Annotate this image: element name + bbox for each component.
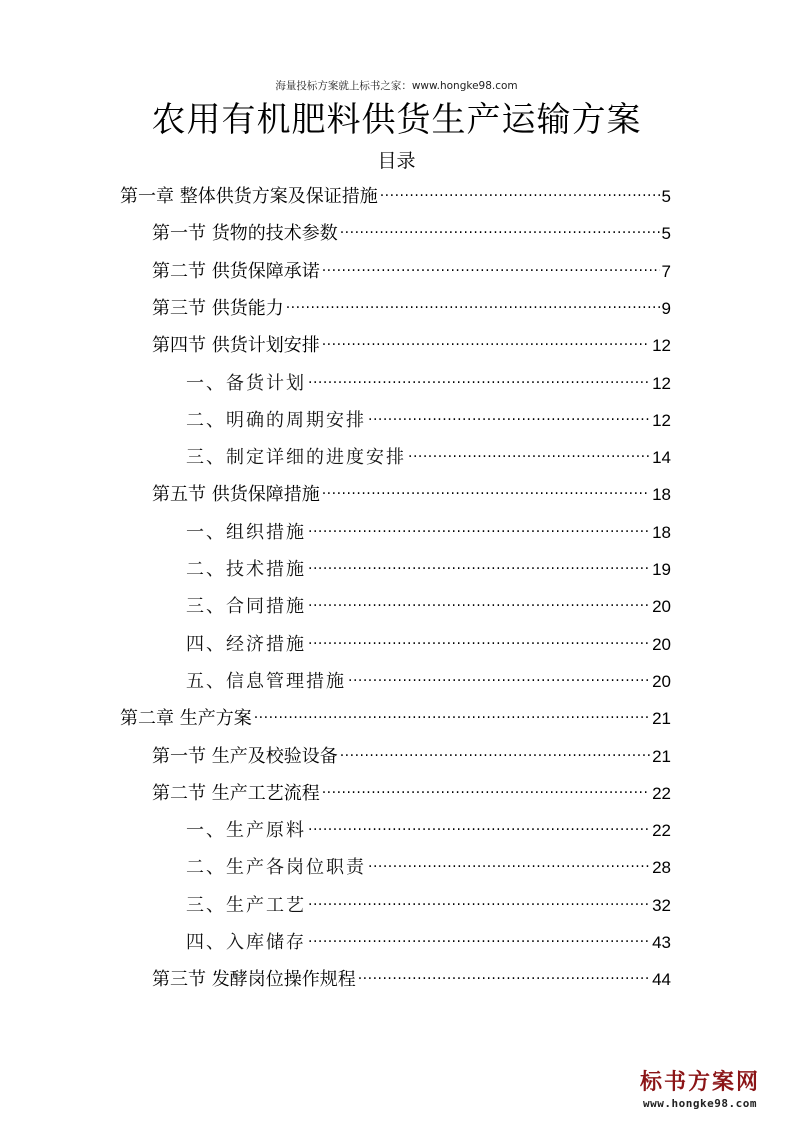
- watermark-text: 标书方案网: [639, 1070, 760, 1095]
- watermark-url: www.hongke98.com: [643, 1097, 757, 1110]
- toc-entry[interactable]: [186, 512, 671, 543]
- toc-entry-title: 三、生产工艺: [186, 894, 306, 916]
- toc-entry[interactable]: [152, 474, 671, 506]
- toc-entry[interactable]: [152, 959, 671, 991]
- toc-entry-title: 三、合同措施: [186, 596, 306, 618]
- toc-entry[interactable]: [186, 847, 671, 879]
- toc-entry-page-number: 9: [661, 298, 671, 318]
- toc-entry-page-number: 32: [652, 895, 671, 915]
- dot-leader: [322, 325, 650, 351]
- toc-entry[interactable]: [186, 885, 671, 916]
- watermark-logo: [625, 1065, 775, 1110]
- toc-entry-page-number: 14: [652, 448, 671, 468]
- toc-heading: 目录: [377, 150, 416, 172]
- dot-leader: [308, 885, 650, 911]
- toc-entry-title: 四、经济措施: [186, 633, 306, 655]
- toc-entry-title: 一、备货计划: [186, 372, 306, 394]
- toc-entry-title: 第二章 生产方案: [120, 708, 252, 730]
- toc-entry-title: 第三节 发酵岗位操作规程: [152, 969, 356, 991]
- toc-entry[interactable]: [186, 586, 671, 618]
- toc-entry-page-number: 5: [661, 224, 671, 244]
- toc-entry-page-number: 22: [652, 783, 671, 803]
- toc-entry-title: 四、入库储存: [186, 932, 306, 953]
- toc-entry-page-number: 28: [652, 858, 671, 878]
- toc-entry-page-number: 43: [652, 933, 671, 952]
- toc-entry[interactable]: [152, 251, 671, 282]
- toc-entry[interactable]: [120, 176, 671, 207]
- toc-entry-title: 第五节 供货保障措施: [152, 484, 320, 506]
- dot-leader: [348, 661, 650, 687]
- toc-entry-page-number: 12: [652, 410, 671, 430]
- document-title: 农用有机肥料供货生产运输方案: [151, 100, 642, 140]
- dot-leader: [308, 922, 650, 948]
- toc-entry-page-number: 20: [652, 671, 671, 691]
- dot-leader: [368, 400, 650, 426]
- dot-leader: [254, 698, 650, 724]
- toc-entry-title: 二、技术措施: [186, 559, 306, 580]
- dot-leader: [286, 288, 660, 314]
- toc-entry[interactable]: [120, 698, 671, 730]
- dot-leader: [308, 586, 650, 612]
- dot-leader: [308, 810, 650, 836]
- toc-entry-page-number: 7: [661, 261, 671, 281]
- toc-entry-title: 二、明确的周期安排: [186, 409, 366, 431]
- toc-entry-title: 第四节 供货计划安排: [152, 335, 320, 357]
- dot-leader: [340, 736, 650, 762]
- toc-entry[interactable]: [186, 549, 671, 580]
- toc-entry[interactable]: [186, 400, 671, 431]
- dot-leader: [308, 624, 650, 650]
- toc-entry-title: 一、生产原料: [186, 820, 306, 842]
- toc-entry[interactable]: [152, 325, 671, 357]
- dot-leader: [322, 474, 650, 500]
- dot-leader: [358, 959, 650, 985]
- toc-entry[interactable]: [186, 624, 671, 655]
- toc-entry-page-number: 19: [652, 560, 671, 579]
- dot-leader: [408, 437, 650, 463]
- dot-leader: [308, 512, 650, 538]
- toc-entry-page-number: 20: [652, 634, 671, 654]
- toc-entry-page-number: 18: [652, 485, 671, 505]
- dot-leader: [322, 773, 650, 799]
- toc-entry-title: 第三节 供货能力: [152, 297, 284, 319]
- toc-entry[interactable]: [186, 810, 671, 842]
- toc-entry[interactable]: [152, 773, 671, 804]
- toc-entry-page-number: 5: [661, 187, 671, 206]
- toc-entry-page-number: 18: [652, 522, 671, 542]
- toc-entry-title: 第二节 供货保障承诺: [152, 260, 320, 282]
- toc-entry-page-number: 44: [652, 970, 671, 990]
- header-note: 海量投标方案就上标书之家：www.hongke98.com: [275, 80, 518, 92]
- toc-entry-page-number: 12: [652, 336, 671, 356]
- toc-entry[interactable]: [152, 288, 671, 319]
- toc-entry-page-number: 21: [652, 709, 671, 729]
- toc-entry-title: 第一章 整体供货方案及保证措施: [120, 186, 378, 207]
- dot-leader: [322, 251, 660, 277]
- toc-entry-page-number: 20: [652, 597, 671, 617]
- toc-entry-page-number: 12: [652, 373, 671, 393]
- dot-leader: [340, 213, 660, 239]
- dot-leader: [380, 176, 660, 202]
- toc-entry[interactable]: [152, 213, 671, 245]
- toc-entry-title: 五、信息管理措施: [186, 670, 346, 692]
- dot-leader: [308, 363, 650, 389]
- toc-entry-title: 二、生产各岗位职责: [186, 857, 366, 879]
- toc-entry-page-number: 22: [652, 821, 671, 841]
- dot-leader: [368, 847, 650, 873]
- toc-entry-title: 一、组织措施: [186, 521, 306, 543]
- toc-entry[interactable]: [186, 363, 671, 394]
- toc-entry-title: 第二节 生产工艺流程: [152, 782, 320, 804]
- toc-entry-title: 第一节 生产及校验设备: [152, 745, 338, 767]
- toc-entry-title: 第一节 货物的技术参数: [152, 223, 338, 245]
- toc-entry-title: 三、制定详细的进度安排: [186, 447, 406, 469]
- dot-leader: [308, 549, 650, 575]
- toc-entry-page-number: 21: [652, 746, 671, 766]
- toc-entry[interactable]: [152, 736, 671, 767]
- toc-entry[interactable]: [186, 437, 671, 469]
- toc-entry[interactable]: [186, 661, 671, 692]
- toc-entry[interactable]: [186, 922, 671, 953]
